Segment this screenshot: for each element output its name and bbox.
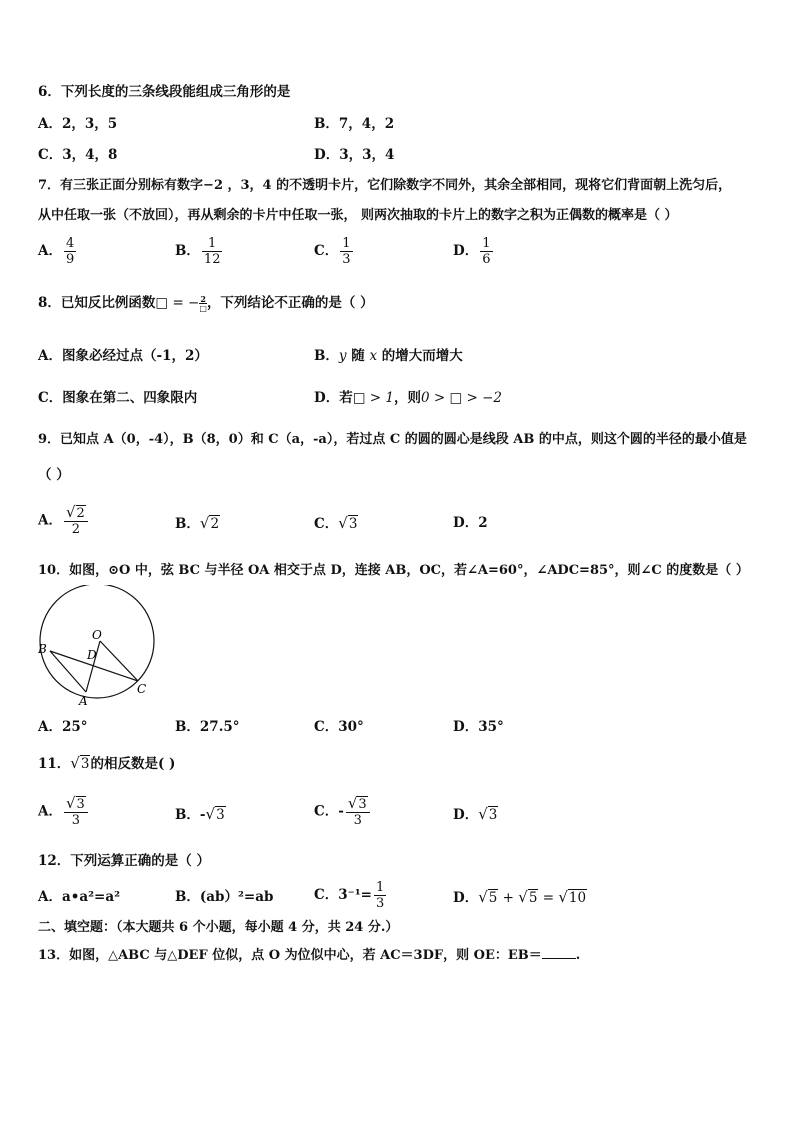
q7-a-num: 4 xyxy=(65,236,75,251)
q11-d-sqrt: √3 xyxy=(478,805,498,823)
q11-c-sqrt: √3 xyxy=(347,794,367,812)
q7-option-d-label: D． xyxy=(453,243,479,259)
q11-stem-post: 的相反数是( ) xyxy=(90,756,176,772)
q8-function-fraction xyxy=(199,295,207,312)
q7-option-b-fraction xyxy=(202,236,223,267)
q9-b-label: B． xyxy=(175,516,200,532)
q11-option-c xyxy=(314,796,372,828)
q6-option-b: B．7，4，2 xyxy=(314,116,395,132)
q9-a-fraction xyxy=(64,505,88,537)
q12-d-label: D． xyxy=(453,890,479,906)
q11-c-rad: 3 xyxy=(358,797,367,812)
q9-c-rad: 3 xyxy=(348,516,358,532)
q10-option-a: A．25° xyxy=(38,719,88,735)
q8-b-x: x xyxy=(369,348,378,364)
q7-stem-line1: 7．有三张正面分别标有数字−2 ，3，4 的不透明卡片，它们除数字不同外，其余全部相同，现将它们背面朝上洗匀后， xyxy=(38,178,732,193)
q7-option-d xyxy=(453,236,495,267)
q7-d-num: 1 xyxy=(482,236,491,251)
q7-option-d-fraction xyxy=(480,236,492,267)
q11-c-fraction xyxy=(346,796,370,828)
q6-option-c: C．3，4，8 xyxy=(38,147,118,163)
q8-option-a: A．图象必经过点（-1，2） xyxy=(38,348,208,364)
q9-b-rad: 2 xyxy=(210,516,220,532)
label-c: C xyxy=(137,682,147,696)
q8-b-y: y xyxy=(338,348,347,364)
q9-a-den: 2 xyxy=(64,521,88,537)
q9-stem-line1: 9．已知点 A（0，-4），B（8，0）和 C（a，-a），若过点 C 的圆的圆心是线段 AB 的中点，则这个圆的半径的最小值是 xyxy=(38,432,747,447)
q10-option-d: D．35° xyxy=(453,719,504,735)
q11-d-rad: 3 xyxy=(488,807,498,823)
q6-stem: 6．下列长度的三条线段能组成三角形的是 xyxy=(38,84,291,100)
q12-d-rad3: 10 xyxy=(568,890,587,906)
q8-d-pre: D．若 xyxy=(314,390,353,406)
q7-option-a xyxy=(38,236,78,267)
q7-option-c-fraction xyxy=(340,236,352,267)
q11-a-rad: 3 xyxy=(76,797,85,812)
q7-b-num: 1 xyxy=(208,236,217,251)
q8-b-mid: 随 xyxy=(346,348,370,364)
q8-d-math2: 0 > □ > −2 xyxy=(420,390,503,406)
q12-d-sqrt3: √10 xyxy=(558,888,587,906)
q10-option-c: C．30° xyxy=(314,719,364,735)
q12-d-sqrt1: √5 xyxy=(478,888,498,906)
q8-d-mid: ，则 xyxy=(393,390,421,406)
q11-a-den: 3 xyxy=(64,812,88,828)
q7-a-den: 9 xyxy=(65,252,75,267)
q9-c-sqrt: √3 xyxy=(338,514,358,532)
q11-stem-rad: 3 xyxy=(80,756,90,772)
q8-option-b xyxy=(314,347,463,365)
q9-stem-line2: （ ） xyxy=(38,467,70,483)
q11-b-rad: 3 xyxy=(216,807,225,823)
q7-c-den: 3 xyxy=(342,252,351,267)
q13-stem xyxy=(38,946,580,965)
q6-option-d: D．3，3，4 xyxy=(314,147,395,163)
q12-c-pre: C．3⁻¹= xyxy=(314,887,372,903)
q8-option-d xyxy=(314,389,502,407)
label-o: O xyxy=(92,628,102,642)
q12-option-d xyxy=(453,888,587,907)
q7-option-a-fraction xyxy=(64,236,76,267)
q8-b-pre: B． xyxy=(314,348,339,364)
q11-c-label: C．- xyxy=(314,803,344,820)
q13-answer-blank[interactable] xyxy=(542,946,576,959)
q12-d-sqrt2: √5 xyxy=(518,888,538,906)
q8-func-num: 2 xyxy=(200,294,206,304)
section-2-heading: 二、填空题：（本大题共 6 个小题，每小题 4 分，共 24 分.） xyxy=(38,920,399,935)
q12-d-rad1: 5 xyxy=(488,890,498,906)
q10-stem: 10．如图，⊙O 中，弦 BC 与半径 OA 相交于点 D，连接 AB，OC，若∠A=60°，∠ADC=85°，则∠C 的度数是（ ） xyxy=(38,563,749,578)
q11-b-sqrt: √3 xyxy=(205,805,225,823)
q7-option-a-label: A． xyxy=(38,243,62,259)
q11-a-sqrt: √3 xyxy=(65,794,85,812)
label-a: A xyxy=(79,694,88,708)
q9-a-label: A． xyxy=(38,512,62,529)
q8-b-post: 的增大而增大 xyxy=(377,348,463,364)
q11-stem-pre: 11． xyxy=(38,756,71,772)
q9-a-rad: 2 xyxy=(76,506,85,521)
q12-d-eq: = xyxy=(538,890,559,906)
q11-option-b xyxy=(175,805,226,824)
q9-option-c xyxy=(314,514,358,533)
q12-c-den: 3 xyxy=(376,896,385,911)
q11-stem xyxy=(38,754,175,773)
q9-a-sqrt: √2 xyxy=(65,503,85,521)
q12-option-b: B．(ab）²=ab xyxy=(175,889,274,905)
q8-function: □ = − xyxy=(155,295,200,311)
q7-option-b xyxy=(175,236,224,267)
q9-b-sqrt: √2 xyxy=(199,514,220,532)
q11-b-label: B．- xyxy=(175,807,206,823)
q7-stem-line2: 从中任取一张（不放回），再从剩余的卡片中任取一张， 则两次抽取的卡片上的数字之积为正偶数的概率是（ ） xyxy=(38,208,678,223)
q11-stem-sqrt: √3 xyxy=(70,754,90,772)
q8-stem-post: ，下列结论不正确的是（ ） xyxy=(206,295,374,311)
q8-d-math1: □ > 1 xyxy=(352,390,394,406)
q11-option-a xyxy=(38,796,90,828)
q7-d-den: 6 xyxy=(482,252,491,267)
q7-c-num: 1 xyxy=(342,236,351,251)
q12-option-c xyxy=(314,880,388,911)
q8-stem-pre: 8．已知反比例函数 xyxy=(38,295,156,311)
q12-d-rad2: 5 xyxy=(528,890,538,906)
q13-stem-post: . xyxy=(575,948,581,963)
q9-option-b xyxy=(175,514,220,533)
q12-c-fraction xyxy=(374,880,386,911)
q7-option-c-label: C． xyxy=(314,243,339,259)
q11-option-d xyxy=(453,805,498,824)
q9-c-label: C． xyxy=(314,516,339,532)
q7-b-den: 12 xyxy=(203,252,221,267)
q9-option-d: D．2 xyxy=(453,515,488,531)
q8-stem xyxy=(38,294,374,312)
q12-c-num: 1 xyxy=(376,880,385,895)
q7-option-c xyxy=(314,236,355,267)
q10-circle-figure xyxy=(34,585,164,710)
q6-option-a: A．2，3，5 xyxy=(38,116,118,132)
q11-d-label: D． xyxy=(453,807,479,823)
q11-a-fraction xyxy=(64,796,88,828)
q12-stem: 12．下列运算正确的是（ ） xyxy=(38,853,210,869)
label-b: B xyxy=(38,642,47,656)
q8-option-c: C．图象在第二、四象限内 xyxy=(38,390,198,406)
q10-option-b: B．27.5° xyxy=(175,719,240,735)
q12-d-plus: + xyxy=(498,890,519,906)
q11-a-label: A． xyxy=(38,803,62,820)
q9-option-a xyxy=(38,505,90,537)
label-d: D xyxy=(87,648,97,662)
q11-c-den: 3 xyxy=(346,812,370,828)
q7-option-b-label: B． xyxy=(175,243,200,259)
q13-stem-pre: 13．如图，△ABC 与△DEF 位似，点 O 为位似中心，若 AC＝3DF，则 OE：EB＝ xyxy=(38,948,542,963)
q12-option-a: A．a•a²=a² xyxy=(38,889,120,905)
q8-func-den: □ xyxy=(199,303,207,313)
